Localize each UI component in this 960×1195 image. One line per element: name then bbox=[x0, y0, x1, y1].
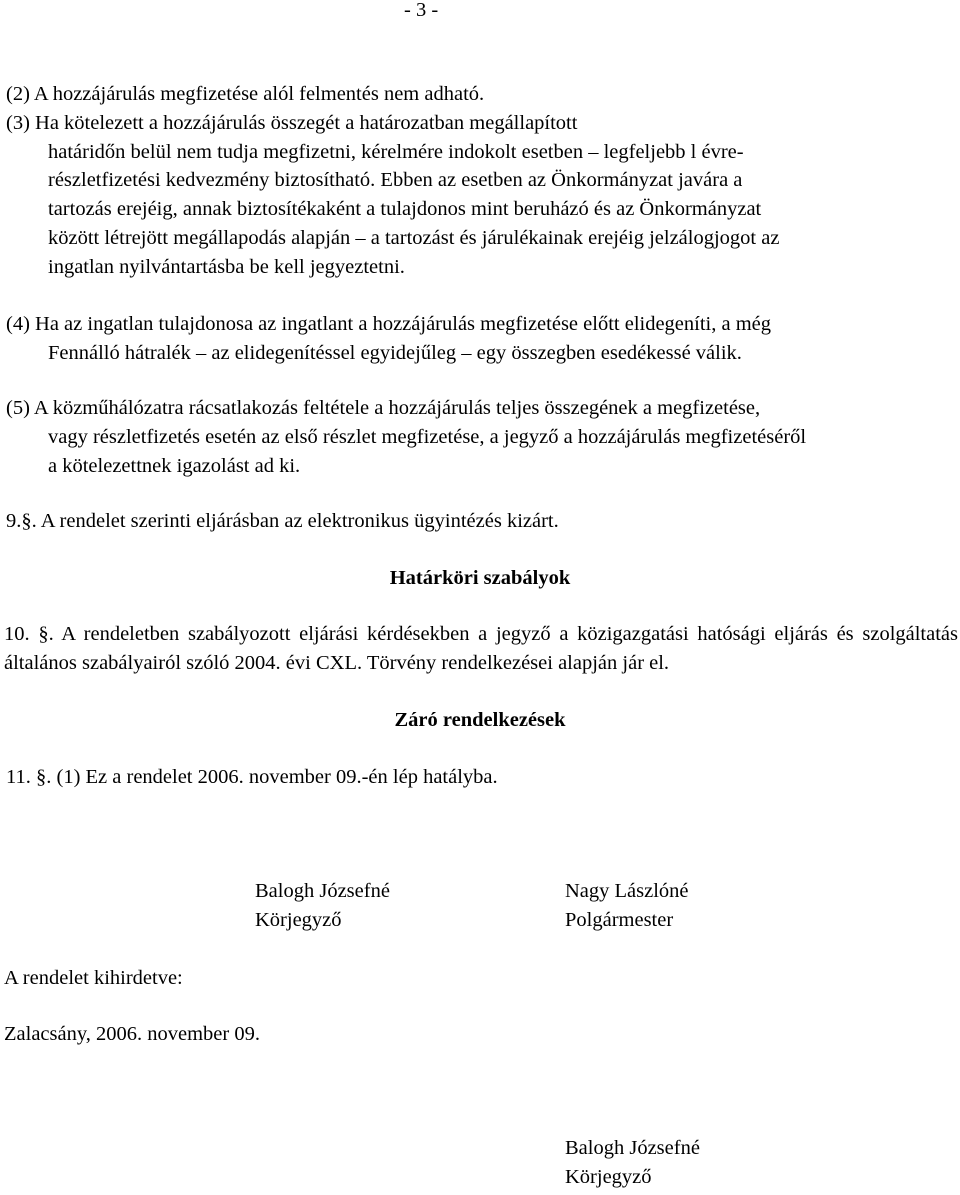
heading-final-provisions: Záró rendelkezések bbox=[394, 709, 566, 731]
mayor-signature-block bbox=[565, 877, 689, 935]
notary-signature-block bbox=[255, 877, 390, 935]
paragraph-3-line: részletfizetési kedvezmény biztosítható. Ebben az esetben az Önkormányzat javára a bbox=[48, 169, 743, 192]
section-8-paragraphs-2-3 bbox=[6, 80, 960, 282]
paragraph-3-line: között létrejött megállapodás alapján – a tartozást és járulékainak erejéig jelzálogjogot az bbox=[48, 226, 780, 249]
section-10: 10. §. A rendeletben szabályozott eljárási kérdésekben a jegyző a közigazgatási hatósági eljárás és szolgáltatás általános szabályairól szóló 2004. évi CXL. Törvény rendelkezései alapján jár el. bbox=[4, 623, 958, 674]
paragraph-3-line: ingatlan nyilvántartásba be kell jegyeztetni. bbox=[48, 255, 405, 278]
notary-name: Balogh Józsefné bbox=[255, 880, 390, 902]
paragraph-4-first-line: (4) Ha az ingatlan tulajdonosa az ingatlant a hozzájárulás megfizetése előtt elidegeníti, a még bbox=[6, 313, 772, 335]
paragraph-5-line: vagy részletfizetés esetén az első részlet megfizetése, a jegyző a hozzájárulás megfizetéséről bbox=[48, 425, 807, 448]
promulgation-label: A rendelet kihirdetve: bbox=[4, 967, 183, 989]
section-8-paragraph-4 bbox=[6, 310, 960, 368]
paragraph-2: (2) A hozzájárulás megfizetése alól felmentés nem adható. bbox=[6, 83, 485, 105]
place-date: Zalacsány, 2006. november 09. bbox=[4, 1023, 260, 1045]
final-signature-name: Balogh Józsefné bbox=[565, 1137, 700, 1159]
paragraph-3-first-line: (3) Ha kötelezett a hozzájárulás összegét a határozatban megállapított bbox=[6, 111, 578, 134]
heading-jurisdiction-rules: Határköri szabályok bbox=[389, 567, 571, 589]
paragraph-5-first-line: (5) A közműhálózatra rácsatlakozás feltétele a hozzájárulás teljes összegének a megfizetése, bbox=[6, 397, 761, 419]
page-number: - 3 - bbox=[404, 0, 439, 21]
paragraph-5-line: a kötelezettnek igazolást ad ki. bbox=[48, 454, 301, 477]
paragraph-3-line: határidőn belül nem tudja megfizetni, kérelmére indokolt esetben – legfeljebb l évre- bbox=[48, 140, 744, 163]
mayor-name: Nagy Lászlóné bbox=[565, 880, 689, 902]
section-11: 11. §. (1) Ez a rendelet 2006. november 09.-én lép hatályba. bbox=[6, 766, 498, 788]
section-9: 9.§. A rendelet szerinti eljárásban az elektronikus ügyintézés kizárt. bbox=[6, 510, 559, 532]
paragraph-4-line: Fennálló hátralék – az elidegenítéssel egyidejűleg – egy összegben esedékessé válik. bbox=[48, 341, 742, 364]
section-8-paragraph-5 bbox=[6, 394, 960, 480]
final-signature-title: Körjegyző bbox=[565, 1165, 652, 1188]
notary-title: Körjegyző bbox=[255, 908, 342, 931]
final-signature-block bbox=[565, 1134, 700, 1192]
mayor-title: Polgármester bbox=[565, 908, 674, 931]
paragraph-3-line: tartozás erejéig, annak biztosítékaként a tulajdonos mint beruházó és az Önkormányzat bbox=[48, 198, 762, 221]
